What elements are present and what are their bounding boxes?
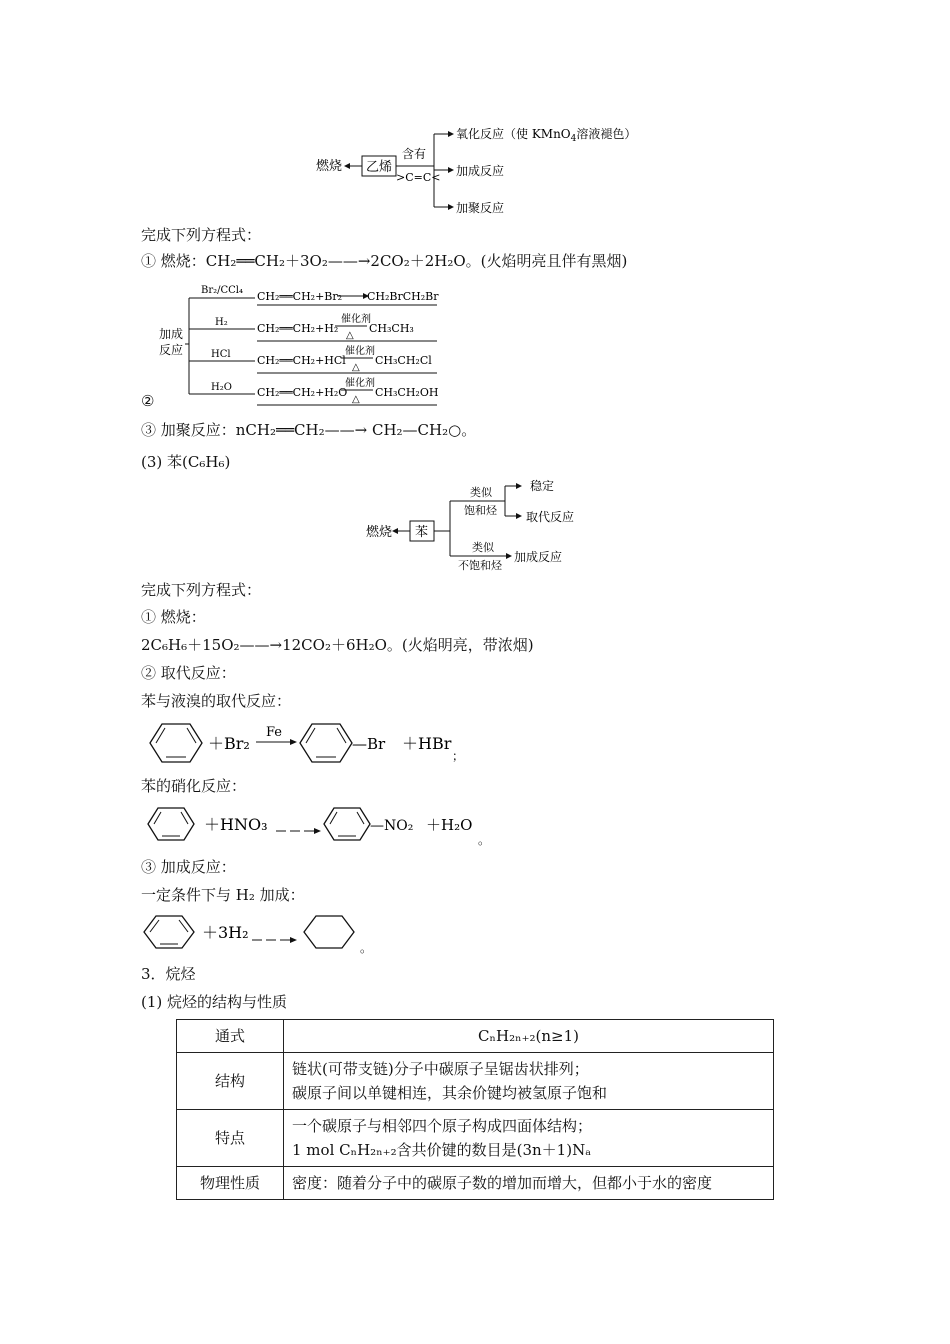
row-header: 特点 [177,1110,284,1167]
arrowhead-left [344,163,350,169]
addition-label-2: 反应 [159,343,184,357]
eq-rhs-2: CH₃CH₃ [369,322,414,335]
row-cell: 密度：随着分子中的碳原子数的增加而增大，但都小于水的密度 [284,1167,774,1200]
hydrogen-reagent: ＋3H₂ [202,923,249,942]
svg-text:△: △ [352,362,360,373]
eq-rhs-1: CH₂BrCH₂Br [367,290,439,303]
row-cell: 链状(可带支链)分子中碳原子呈锯齿状排列； 碳原子间以单键相连，其余价键均被氢原子饱和 [284,1053,774,1110]
eq-lhs-4: CH₂══CH₂+H₂O [257,386,348,399]
benzene-substitution: 取代反应 [526,510,575,524]
addition-label-1: 加成 [159,327,184,341]
svg-text:催化剂: 催化剂 [345,346,375,357]
reagent-br2: Br₂/CCl₄ [201,285,244,296]
reagent-hcl: HCl [211,349,231,360]
ethylene-center-label: 乙烯 [366,160,393,175]
circle-two: ② [141,392,155,410]
benzene-ring-icon [324,808,370,840]
hydrogenation-equation [140,910,380,958]
svg-text:不饱和烃: 不饱和烃 [458,559,502,572]
water-product: ＋H₂O [426,816,473,834]
alkanes-table [176,1019,774,1200]
ethylene-addition-diagram [155,280,455,410]
addition-title: ③ 加成反应： [141,858,236,876]
svg-text:饱和烃: 饱和烃 [464,504,497,517]
contains-label: 含有 [402,147,427,161]
benzene-subst-title: ② 取代反应： [141,664,236,682]
table-row [177,1167,774,1200]
nitro-reagent: ＋HNO₃ [204,815,268,834]
table-row [177,1020,774,1053]
eq-lhs-2: CH₂══CH₂+H₂ [257,322,339,335]
row-header: 通式 [177,1020,284,1053]
bromination-title: 苯与液溴的取代反应： [141,692,292,710]
branch-addition: 加成反应 [456,164,505,178]
arrowhead-branch-2 [448,167,454,173]
addition-condition: 一定条件下与 H₂ 加成： [141,886,305,904]
ethylene-left-label: 燃烧 [316,159,343,174]
branch-oxidation: 氧化反应（使 KMnO$_4$溶液褪色） [456,127,637,144]
bromination-equation [140,718,480,768]
alkanes-heading: 3．烷烃 [141,965,196,983]
table-row [177,1110,774,1167]
arrowhead-branch-1 [448,131,454,137]
nitrobenzene-sub: —NO₂ [370,818,414,834]
benzene-ring-icon [144,916,194,948]
benzene-addition: 加成反应 [514,550,563,564]
cyclohexane-ring-icon [304,916,354,948]
alkanes-subheading: (1) 烷烃的结构与性质 [141,993,288,1011]
svg-text:催化剂: 催化剂 [341,314,371,325]
benzene-intro: 完成下列方程式： [141,581,262,599]
row-header: 物理性质 [177,1167,284,1200]
table-row [177,1053,774,1110]
row-cell: 一个碳原子与相邻四个原子构成四面体结构； 1 mol CₙH₂ₙ₊₂含共价键的数目是(3n＋1)Nₐ [284,1110,774,1167]
benzene-ring-icon [148,808,194,840]
branch-polymerization: 加聚反应 [456,201,505,215]
bromobenzene-sub: —Br [352,735,386,753]
eq-rhs-4: CH₃CH₂OH [375,386,439,399]
nitration-equation [140,802,500,852]
svg-text:△: △ [352,394,360,405]
ethylene-reaction-diagram [300,118,660,218]
benzene-left-label: 燃烧 [366,525,393,540]
svg-text:△: △ [346,330,354,341]
row-header: 结构 [177,1053,284,1110]
double-bond-label: >C=C< [396,171,441,184]
svg-text:。: 。 [360,941,373,955]
nitration-title: 苯的硝化反应： [141,777,247,795]
ethylene-intro: 完成下列方程式： [141,226,262,244]
reagent-h2o: H₂O [211,382,232,393]
benzene-combustion-eq: 2C₆H₆＋15O₂——→12CO₂＋6H₂O。(火焰明亮，带浓烟) [141,636,534,654]
fe-catalyst: Fe [266,725,283,740]
svg-text:。: 。 [478,833,491,847]
benzene-ring-icon [300,724,352,762]
eq-rhs-3: CH₃CH₂Cl [375,354,432,367]
row-cell: CₙH₂ₙ₊₂(n≥1) [284,1020,774,1053]
bromo-reagent: ＋Br₂ [208,734,250,753]
benzene-reaction-diagram [360,474,620,574]
benzene-stable: 稳定 [530,479,555,493]
benzene-heading: (3) 苯(C₆H₆) [141,453,231,471]
benzene-ring-icon [150,724,202,762]
eq-lhs-1: CH₂══CH₂+Br₂ [257,290,343,303]
svg-text:类似: 类似 [472,541,494,554]
eq-lhs-3: CH₂══CH₂+HCl [257,354,346,367]
svg-text:；: ； [452,749,465,763]
ethylene-combustion-eq: ① 燃烧：CH₂══CH₂＋3O₂——→2CO₂＋2H₂O。(火焰明亮且伴有黑烟) [141,252,628,270]
benzene-combustion-title: ① 燃烧： [141,608,206,626]
arrowhead-branch-3 [448,204,454,210]
benzene-center-label: 苯 [415,525,429,540]
hbr-product: ＋HBr [402,734,452,753]
svg-text:催化剂: 催化剂 [345,378,375,389]
ethylene-polymer-eq: ③ 加聚反应：nCH₂══CH₂——→ CH₂—CH₂○。 [141,421,477,439]
svg-text:类似: 类似 [470,486,492,499]
reagent-h2: H₂ [215,317,228,328]
